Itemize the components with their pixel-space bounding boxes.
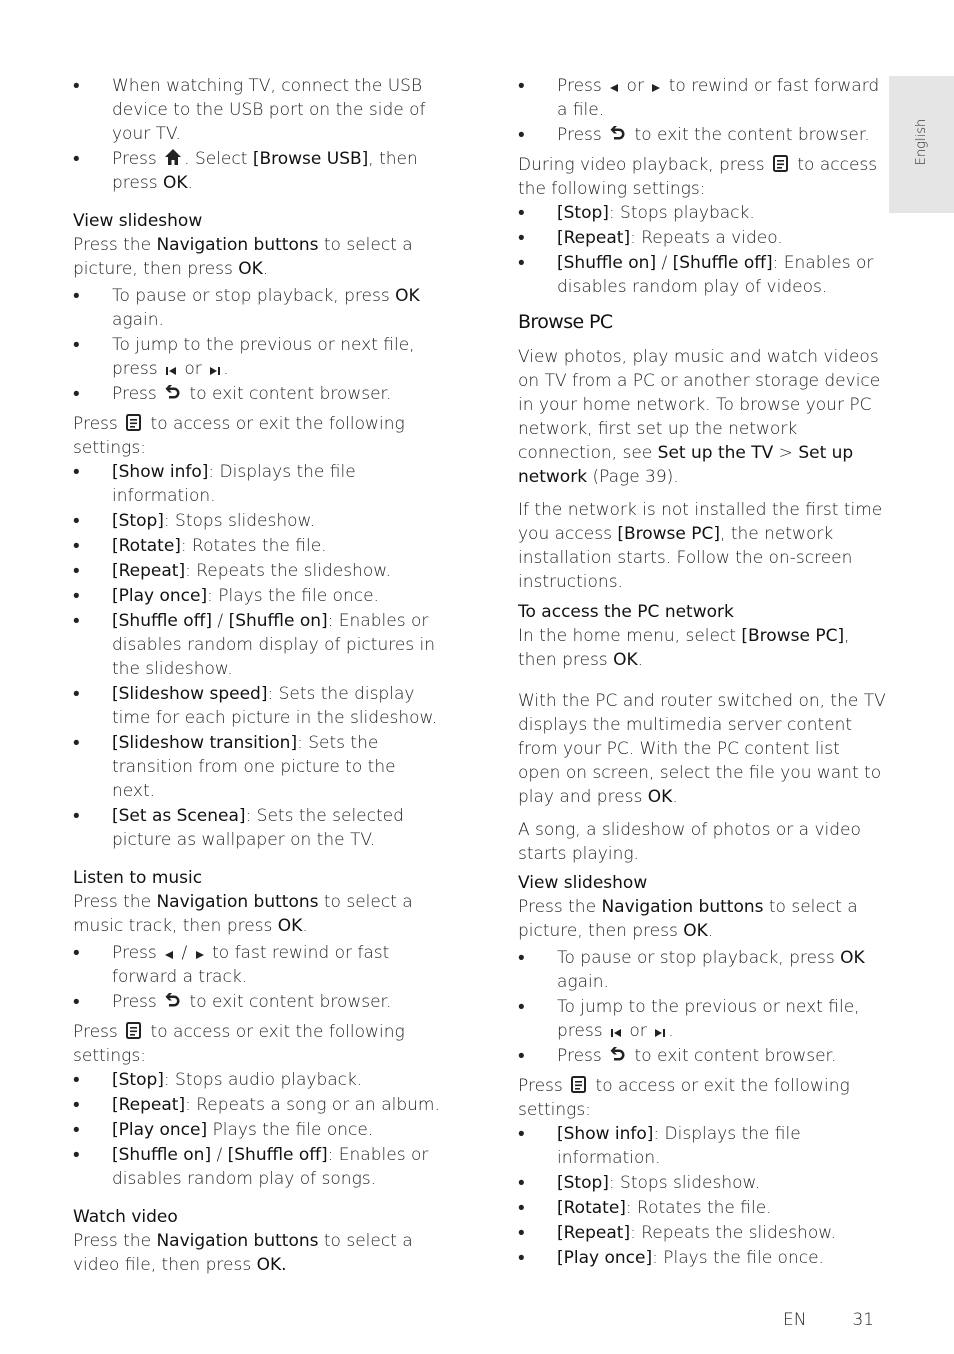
text: : Stops slideshow. xyxy=(608,1173,761,1193)
list-item xyxy=(73,74,443,146)
key-text: Set up network xyxy=(518,443,854,487)
key-text: Navigation buttons xyxy=(601,897,764,917)
paragraph xyxy=(518,689,886,809)
paragraph xyxy=(73,890,443,938)
text: or xyxy=(621,76,650,96)
key-text: [Shuffle off] xyxy=(112,611,213,631)
list-item xyxy=(518,123,886,147)
left-column xyxy=(73,74,443,1277)
paragraph xyxy=(73,1020,443,1068)
key-text: Navigation buttons xyxy=(156,1231,319,1251)
paragraph xyxy=(518,498,886,594)
text: Press the xyxy=(73,892,157,912)
section-heading: View slideshow xyxy=(518,873,648,893)
text: : Repeats the slideshow. xyxy=(630,1223,836,1243)
key-text: [Stop] xyxy=(112,511,164,531)
list-item xyxy=(73,609,443,681)
previous-icon xyxy=(165,366,177,376)
key-text: [Repeat] xyxy=(557,1223,631,1243)
text: Press xyxy=(73,414,124,434)
text: Press xyxy=(73,1022,124,1042)
list-item xyxy=(73,1143,443,1191)
text: With the PC and router switched on, the TV displays the multimedia server content from your PC. With the PC content list open on screen, select the file you want to play and press xyxy=(518,691,886,807)
key-text: [Set as Scenea] xyxy=(112,806,246,826)
text: to access or exit the following settings: xyxy=(73,1022,405,1066)
list-item xyxy=(73,1093,443,1117)
options-icon xyxy=(125,413,143,431)
text: or xyxy=(178,359,208,379)
text: to select a video file, then press xyxy=(73,1231,413,1275)
usb-steps-list xyxy=(73,74,443,195)
list-item xyxy=(518,1221,886,1245)
slideshow-steps-list xyxy=(73,284,443,406)
list-item xyxy=(73,1068,443,1092)
list-item xyxy=(73,509,443,533)
text: / xyxy=(211,1145,228,1165)
key-text: [Play once] xyxy=(112,1120,208,1140)
options-icon xyxy=(570,1075,588,1093)
text: : Plays the file once. xyxy=(207,586,379,606)
text: > xyxy=(773,443,799,463)
paragraph xyxy=(73,412,443,460)
list-item xyxy=(73,804,443,852)
text: Press xyxy=(112,943,163,963)
list-item xyxy=(73,382,443,406)
text: / xyxy=(176,943,193,963)
key-text: OK xyxy=(162,173,188,193)
text: : Sets the display time for each picture in the slideshow. xyxy=(112,684,438,728)
text: : Displays the file information. xyxy=(557,1124,801,1168)
video-steps-list xyxy=(518,74,886,147)
list-item xyxy=(73,147,443,195)
text: . xyxy=(262,259,269,279)
text: again. xyxy=(557,972,609,992)
text: to access or exit the following settings: xyxy=(73,414,405,458)
section-heading: To access the PC network xyxy=(518,602,734,622)
key-text: [Browse USB] xyxy=(252,149,369,169)
text: To pause or stop playback, press xyxy=(557,948,841,968)
back-icon xyxy=(609,124,627,142)
previous-icon xyxy=(610,1028,622,1038)
key-text: [Shuffle off] xyxy=(672,253,773,273)
text: : Repeats a song or an album. xyxy=(185,1095,440,1115)
paragraph xyxy=(518,895,886,943)
key-text: [Shuffle on] xyxy=(228,611,328,631)
video-settings-list xyxy=(518,201,886,299)
text: or xyxy=(623,1021,653,1041)
rewind-icon xyxy=(609,83,619,93)
key-text: [Shuffle on] xyxy=(557,253,657,273)
text: Press xyxy=(518,1076,569,1096)
key-text: OK xyxy=(613,650,638,670)
text: . xyxy=(302,916,308,936)
music-steps-list xyxy=(73,941,443,1014)
text: : Sets the transition from one picture to the next. xyxy=(112,733,396,801)
list-item xyxy=(73,333,443,381)
key-text: [Show info] xyxy=(112,462,209,482)
page-number: 31 xyxy=(852,1310,875,1330)
text: . xyxy=(672,787,678,807)
text: View photos, play music and watch videos on TV from a PC or another storage device in your home network. To browse your PC network, first set up the network connection, see xyxy=(518,347,881,463)
list-item xyxy=(518,1122,886,1170)
text: . Select xyxy=(184,149,253,169)
list-item xyxy=(73,534,443,558)
list-item xyxy=(518,251,886,299)
text: : Plays the file once. xyxy=(652,1248,824,1268)
text: : Rotates the file. xyxy=(625,1198,772,1218)
next-icon xyxy=(654,1028,666,1038)
music-settings-list xyxy=(73,1068,443,1191)
text: . xyxy=(187,173,193,193)
back-icon xyxy=(164,383,182,401)
list-item xyxy=(518,1246,886,1270)
paragraph xyxy=(518,345,886,489)
text: to select a picture, then press xyxy=(73,235,413,279)
forward-icon xyxy=(651,83,661,93)
key-text: OK xyxy=(647,787,673,807)
next-icon xyxy=(209,366,221,376)
text: : Rotates the file. xyxy=(180,536,327,556)
section-title: Browse PC xyxy=(518,311,613,333)
slideshow-settings-list xyxy=(73,460,443,852)
text: To jump to the previous or next file, press xyxy=(112,335,415,379)
list-item xyxy=(518,1196,886,1220)
page-footer xyxy=(783,1308,874,1332)
list-item xyxy=(73,460,443,508)
right-column xyxy=(518,74,886,1271)
list-item xyxy=(518,995,886,1043)
paragraph xyxy=(518,153,886,201)
list-item xyxy=(518,1171,886,1195)
paragraph xyxy=(73,1229,443,1277)
text: : Enables or disables random play of songs. xyxy=(112,1145,429,1189)
text: to exit content browser. xyxy=(629,1046,837,1066)
paragraph xyxy=(518,624,886,672)
options-icon xyxy=(125,1021,143,1039)
text: to select a picture, then press xyxy=(518,897,858,941)
text: : Displays the file information. xyxy=(112,462,356,506)
text: Plays the file once. xyxy=(207,1120,374,1140)
text: Press the xyxy=(73,1231,157,1251)
back-icon xyxy=(609,1045,627,1063)
text: Press xyxy=(112,149,163,169)
paragraph xyxy=(518,1074,886,1122)
key-text: [Repeat] xyxy=(112,561,186,581)
slideshow-settings-list xyxy=(518,1122,886,1270)
text: Press xyxy=(112,384,163,404)
key-text: OK xyxy=(277,916,303,936)
paragraph: A song, a slideshow of photos or a video starts playing. xyxy=(518,820,861,864)
text: : Sets the selected picture as wallpaper on the TV. xyxy=(112,806,404,850)
text: Press xyxy=(112,992,163,1012)
text: : Stops audio playback. xyxy=(163,1070,363,1090)
key-text: [Rotate] xyxy=(557,1198,626,1218)
text: , the network installation starts. Follow the on-screen instructions. xyxy=(518,524,853,592)
list-item xyxy=(518,946,886,994)
text: . xyxy=(707,921,714,941)
key-text: [Repeat] xyxy=(112,1095,186,1115)
key-text: [Play once] xyxy=(112,586,208,606)
key-text: [Play once] xyxy=(557,1248,653,1268)
text: If the network is not installed the first time you access xyxy=(518,500,883,544)
list-item xyxy=(73,990,443,1014)
text: to exit the content browser. xyxy=(629,125,870,145)
text: to select a music track, then press xyxy=(73,892,413,936)
language-label: English xyxy=(913,118,929,166)
text: : Enables or disables random display of pictures in the slideshow. xyxy=(112,611,436,679)
text: (Page 39). xyxy=(587,467,679,487)
text: Press the xyxy=(73,235,157,255)
list-item xyxy=(73,731,443,803)
section-heading: Watch video xyxy=(73,1207,178,1227)
key-text: [Shuffle off] xyxy=(227,1145,328,1165)
key-text: [Slideshow transition] xyxy=(112,733,298,753)
key-text: [Repeat] xyxy=(557,228,631,248)
key-text: Navigation buttons xyxy=(156,892,319,912)
key-text: [Stop] xyxy=(557,1173,609,1193)
footer-language: EN xyxy=(783,1310,807,1330)
list-item xyxy=(73,1118,443,1142)
text: . xyxy=(223,359,229,379)
key-text: OK xyxy=(683,921,708,941)
text: , then press xyxy=(112,149,418,193)
key-text: [Stop] xyxy=(112,1070,164,1090)
key-text: [Show info] xyxy=(557,1124,654,1144)
text: Press the xyxy=(518,897,602,917)
home-icon xyxy=(164,148,182,166)
key-text: [Shuffle on] xyxy=(112,1145,212,1165)
key-text: [Browse PC] xyxy=(617,524,721,544)
text: . xyxy=(637,650,643,670)
text: : Stops slideshow. xyxy=(163,511,316,531)
slideshow-steps-list xyxy=(518,946,886,1068)
text: , then press xyxy=(518,626,850,670)
list-item xyxy=(518,226,886,250)
text: to access the following settings: xyxy=(518,155,878,199)
text: to access or exit the following settings: xyxy=(518,1076,850,1120)
language-side-tab xyxy=(889,76,954,213)
text: : Stops playback. xyxy=(608,203,755,223)
text: Press xyxy=(557,76,608,96)
list-item xyxy=(518,1044,886,1068)
text: Press xyxy=(557,125,608,145)
text: . xyxy=(668,1021,674,1041)
section-heading: Listen to music xyxy=(73,868,203,888)
key-text: [Browse PC] xyxy=(741,626,845,646)
text: again. xyxy=(112,310,164,330)
back-icon xyxy=(164,991,182,1009)
key-text: [Stop] xyxy=(557,203,609,223)
text: / xyxy=(212,611,229,631)
list-item xyxy=(73,284,443,332)
list-item xyxy=(73,584,443,608)
key-text: [Slideshow speed] xyxy=(112,684,268,704)
list-item xyxy=(518,74,886,122)
text: In the home menu, select xyxy=(518,626,742,646)
key-text: OK xyxy=(238,259,263,279)
section-heading: View slideshow xyxy=(73,211,203,231)
text: to rewind or fast forward a file. xyxy=(557,76,880,120)
text: to exit content browser. xyxy=(184,384,392,404)
key-text: OK. xyxy=(256,1255,287,1275)
text: : Repeats a video. xyxy=(630,228,783,248)
text: / xyxy=(656,253,673,273)
text: to exit content browser. xyxy=(184,992,392,1012)
options-icon xyxy=(772,154,790,172)
paragraph xyxy=(73,233,443,281)
list-item xyxy=(73,682,443,730)
key-text: Navigation buttons xyxy=(156,235,319,255)
list-item xyxy=(73,941,443,989)
key-text: [Rotate] xyxy=(112,536,181,556)
rewind-icon xyxy=(164,950,174,960)
list-item xyxy=(518,201,886,225)
text: To pause or stop playback, press xyxy=(112,286,396,306)
text: To jump to the previous or next file, press xyxy=(557,997,860,1041)
text: : Repeats the slideshow. xyxy=(185,561,391,581)
key-text: OK xyxy=(840,948,865,968)
key-text: OK xyxy=(395,286,420,306)
forward-icon xyxy=(195,950,205,960)
text: to fast rewind or fast forward a track. xyxy=(112,943,390,987)
text: When watching TV, connect the USB device to the USB port on the side of your TV. xyxy=(112,76,426,144)
list-item xyxy=(73,559,443,583)
text: Press xyxy=(557,1046,608,1066)
text: During video playback, press xyxy=(518,155,770,175)
text: : Enables or disables random play of videos. xyxy=(557,253,874,297)
key-text: Set up the TV xyxy=(657,443,774,463)
